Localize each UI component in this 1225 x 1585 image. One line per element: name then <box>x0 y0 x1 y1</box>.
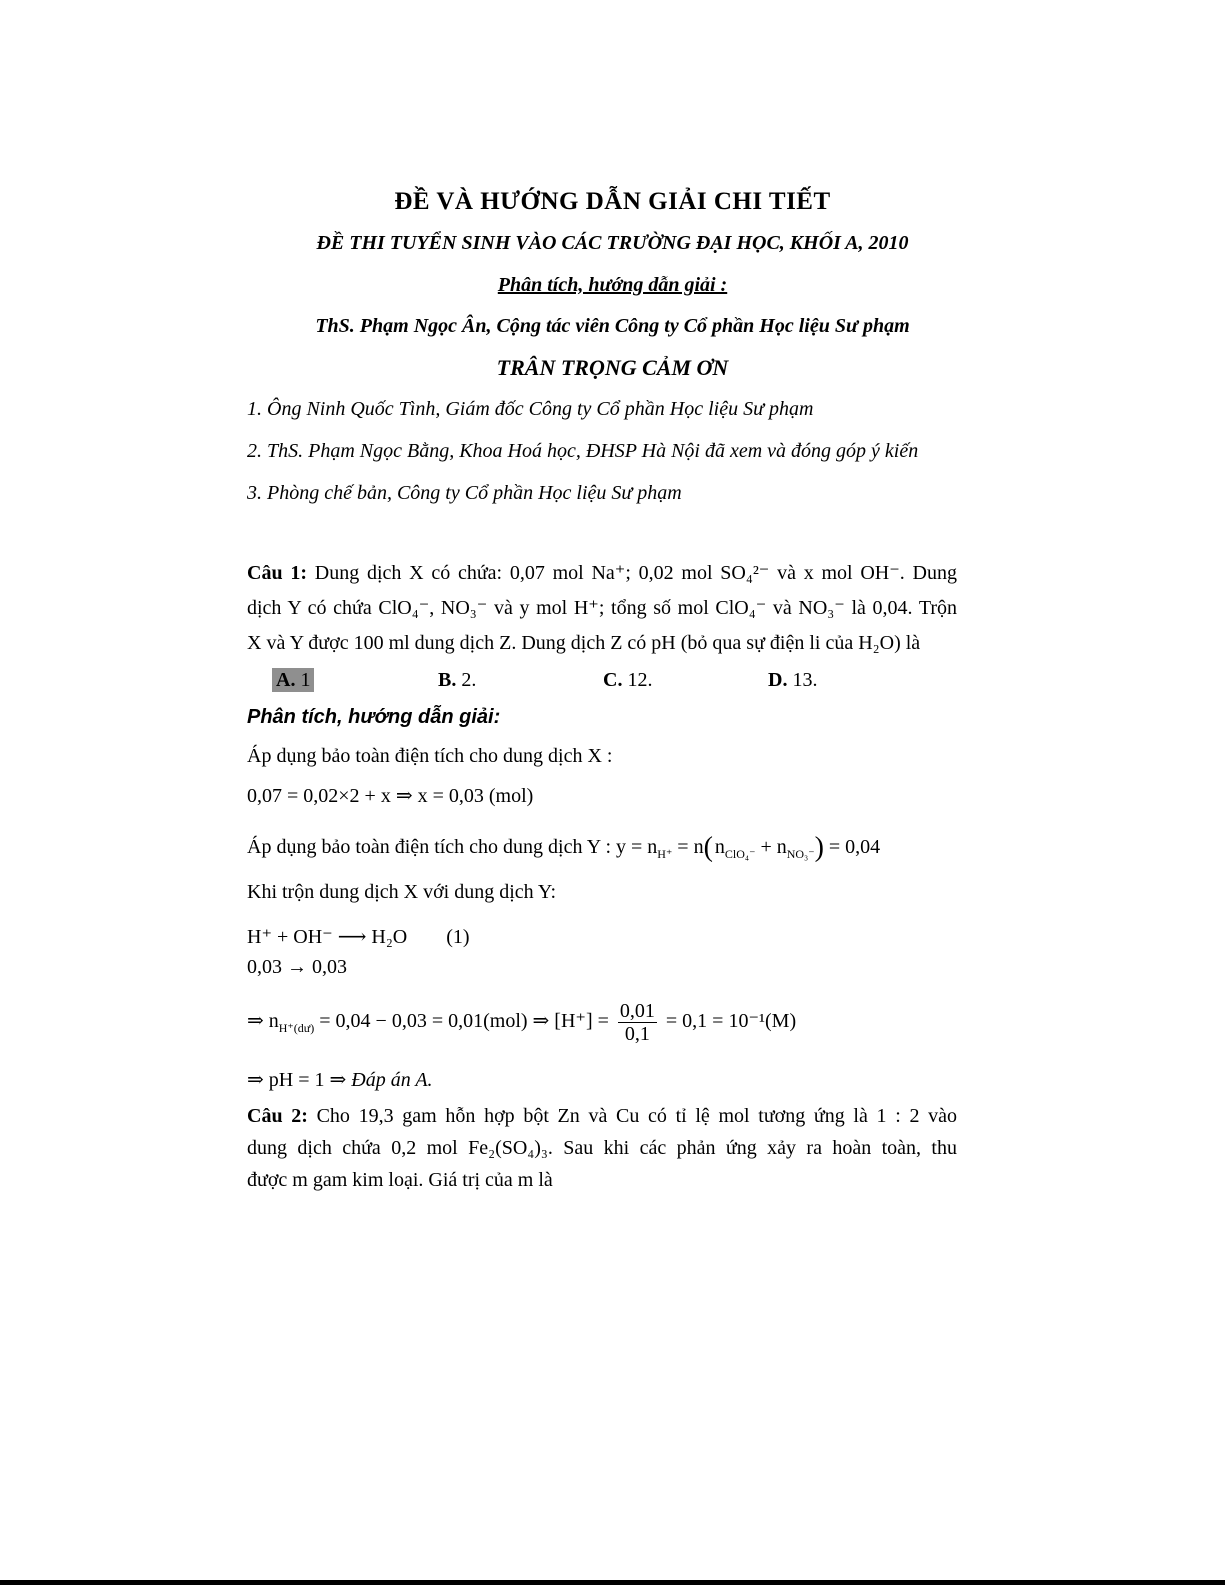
text: = 0,04 − 0,03 = 0,01(mol) ⇒ [H⁺] = <box>319 1010 609 1033</box>
question-1-text: Dung dịch X có chứa: 0,07 mol Na⁺; 0,02 mol SO₄²⁻ và x mol OH⁻. Dung <box>314 562 958 584</box>
question-1-line <box>247 591 957 626</box>
option-value: 12. <box>627 669 653 691</box>
conclusion <box>247 1067 433 1092</box>
question-2-text: dung dịch chứa 0,2 mol Fe₂(SO₄)₃. Sau khi các phản ứng xảy ra hoàn toàn, thu <box>247 1137 957 1159</box>
question-2-line <box>247 1099 957 1134</box>
text: = n <box>677 836 704 858</box>
subscript: H⁺ <box>657 847 673 861</box>
analysis-step: Áp dụng bảo toàn điện tích cho dung dịch X : <box>247 745 613 767</box>
author-line: ThS. Phạm Ngọc Ân, Cộng tác viên Công ty Cổ phần Học liệu Sư phạm <box>315 315 910 337</box>
text: = 0,1 = 10⁻¹(M) <box>665 1010 797 1033</box>
text: + n <box>760 836 787 858</box>
question-2-text: Cho 19,3 gam hỗn hợp bột Zn và Cu có tỉ lệ mol tương ứng là 1 : 2 vào <box>316 1105 958 1127</box>
concentration-calculation <box>247 1000 796 1045</box>
document-title: ĐỀ VÀ HƯỚNG DẪN GIẢI CHI TIẾT <box>394 188 831 215</box>
question-2-line <box>247 1163 957 1198</box>
acknowledgement-item: 3. Phòng chế bản, Công ty Cổ phần Học liệu Sư phạm <box>247 482 682 504</box>
option-key: A. <box>276 669 296 691</box>
exam-subtitle: ĐỀ THI TUYỂN SINH VÀO CÁC TRƯỜNG ĐẠI HỌC, KHỐI A, 2010 <box>316 232 909 254</box>
analysis-heading: Phân tích, hướng dẫn giải: <box>247 706 501 728</box>
option-value: 2. <box>461 669 477 691</box>
option-key: C. <box>603 669 623 691</box>
text: = 0,04 <box>828 836 881 858</box>
option-key: B. <box>438 669 457 691</box>
bracket: ) <box>814 832 824 863</box>
option-value: 1 <box>300 669 311 691</box>
fraction <box>618 1000 657 1045</box>
option-a <box>272 669 314 692</box>
bracket: ( <box>703 832 713 863</box>
thanks-heading: TRÂN TRỌNG CẢM ƠN <box>496 355 729 380</box>
subscript: NO₃⁻ <box>786 847 815 861</box>
reaction-amounts: 0,03 → 0,03 <box>247 956 347 978</box>
correct-answer-highlight <box>272 668 314 692</box>
answer-text: Đáp án A. <box>351 1069 433 1091</box>
text: ⇒ pH = 1 ⇒ <box>247 1069 347 1091</box>
question-2-label: Câu 2: <box>247 1105 308 1127</box>
option-b <box>438 669 476 692</box>
option-c <box>603 669 652 692</box>
subscript: H⁺(dư) <box>278 1021 315 1036</box>
reaction-number: (1) <box>446 926 470 948</box>
question-2-text: được m gam kim loại. Giá trị của m là <box>247 1169 553 1191</box>
fraction-denominator: 0,1 <box>624 1023 650 1045</box>
analysis-step: Khi trộn dung dịch X với dung dịch Y: <box>247 881 557 903</box>
analysis-equation: 0,07 = 0,02×2 + x ⇒ x = 0,03 (mol) <box>247 785 534 807</box>
option-d <box>768 669 817 692</box>
reaction-equation <box>247 924 470 949</box>
question-1-line <box>247 556 957 591</box>
question-2-line <box>247 1131 957 1166</box>
text: Áp dụng bảo toàn điện tích cho dung dịch Y : y = n <box>247 836 658 858</box>
acknowledgement-item: 1. Ông Ninh Quốc Tình, Giám đốc Công ty Cổ phần Học liệu Sư phạm <box>247 398 814 420</box>
option-value: 13. <box>792 669 818 691</box>
option-key: D. <box>768 669 788 691</box>
text: ⇒ n <box>247 1010 279 1033</box>
question-1-line <box>247 626 957 661</box>
fraction-numerator: 0,01 <box>619 1000 655 1022</box>
acknowledgement-item: 2. ThS. Phạm Ngọc Bằng, Khoa Hoá học, ĐHSP Hà Nội đã xem và đóng góp ý kiến <box>247 440 919 462</box>
bottom-border <box>0 1580 1225 1585</box>
question-1-text: dịch Y có chứa ClO₄⁻, NO₃⁻ và y mol H⁺; tổng số mol ClO₄⁻ và NO₃⁻ là 0,04. Trộn <box>247 597 957 619</box>
question-1-label: Câu 1: <box>247 562 307 584</box>
analysis-subheading: Phân tích, hướng dẫn giải : <box>497 274 728 296</box>
subscript: ClO₄⁻ <box>724 847 756 861</box>
text: n <box>714 836 725 858</box>
reaction: H⁺ + OH⁻ ⟶ H₂O <box>247 926 408 948</box>
question-1-text: X và Y được 100 ml dung dịch Z. Dung dịch Z có pH (bỏ qua sự điện li của H₂O) là <box>247 632 921 654</box>
analysis-step-charge-y <box>247 829 880 862</box>
